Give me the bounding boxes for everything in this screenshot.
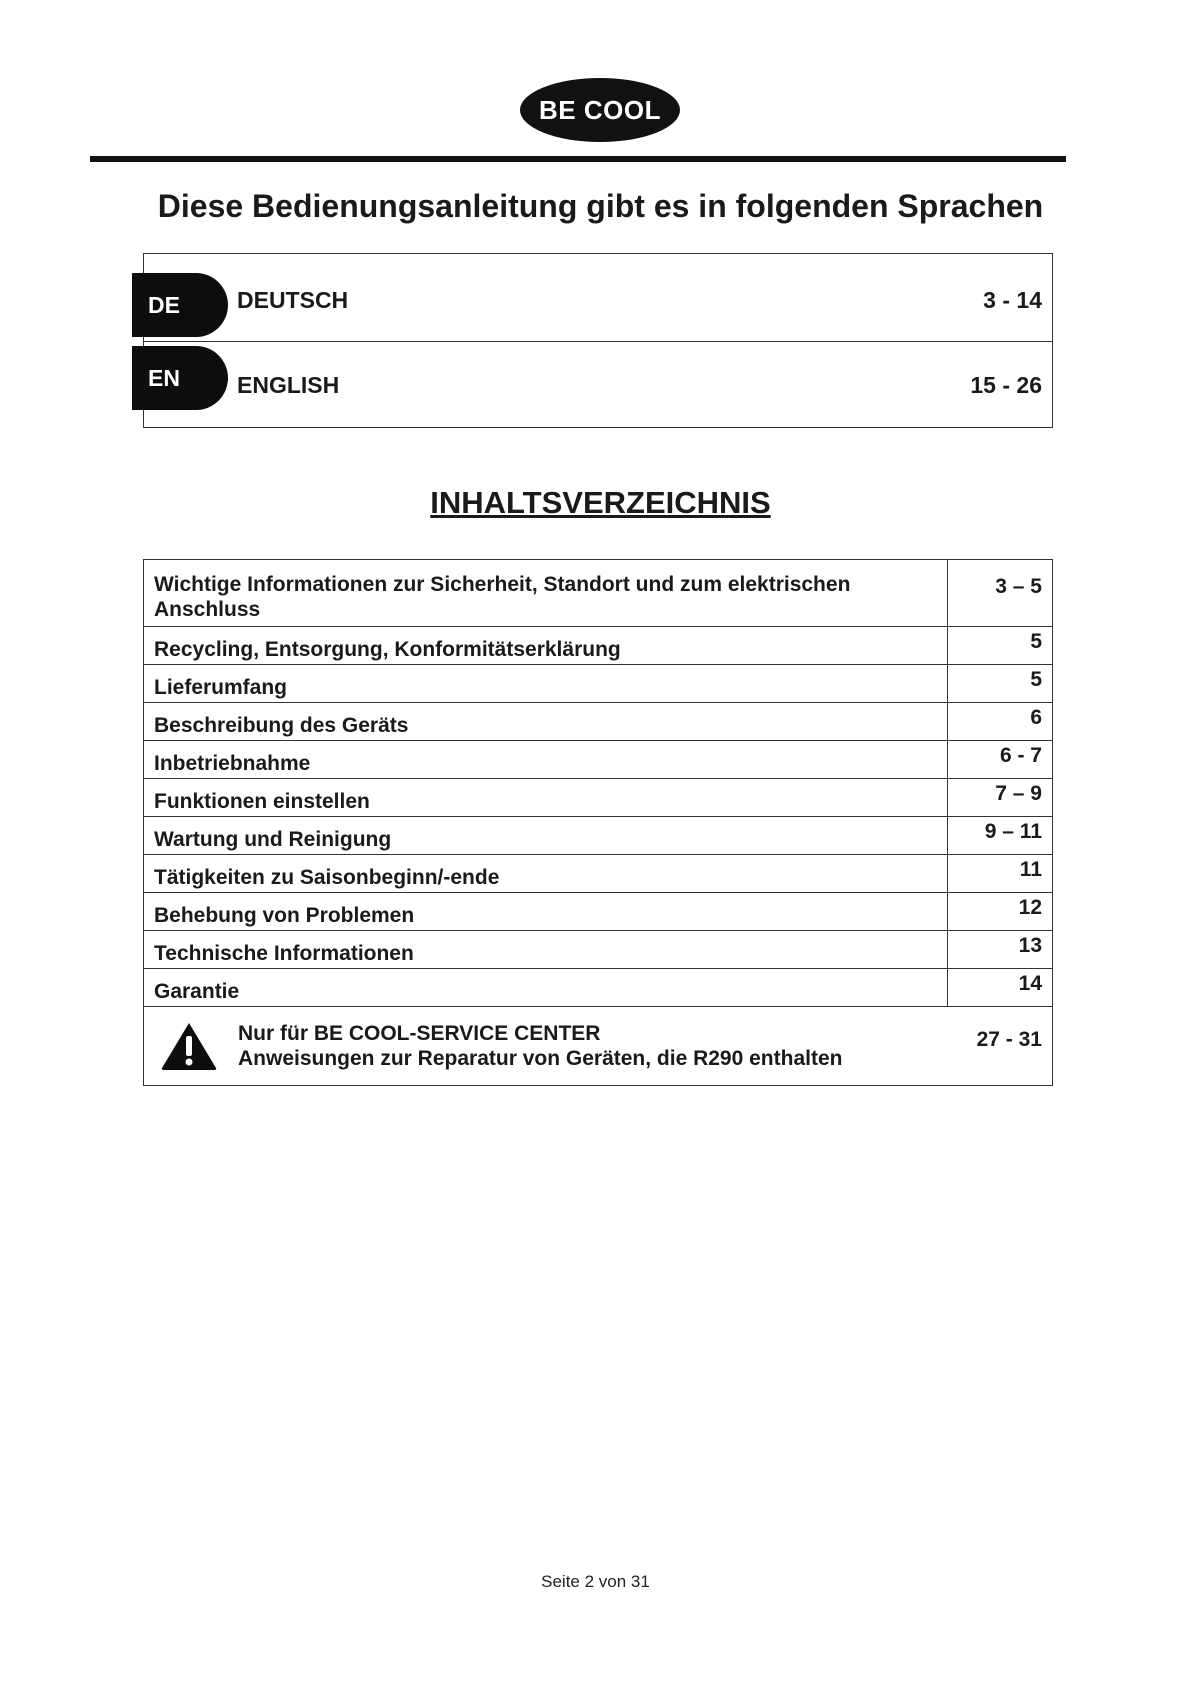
toc-row[interactable]	[144, 626, 1052, 664]
toc-entry-pages: 12	[1018, 896, 1042, 919]
toc-entry-pages: 3 – 5	[995, 575, 1042, 598]
language-pages: 15 - 26	[970, 372, 1042, 398]
toc-entry-label: Garantie	[144, 969, 948, 1006]
language-row-de[interactable]	[144, 254, 1052, 342]
toc-title: INHALTSVERZEICHNIS	[430, 485, 771, 520]
toc-entry-pages: 11	[1019, 858, 1042, 881]
service-center-entry	[144, 1007, 948, 1085]
toc-row[interactable]	[144, 560, 1052, 626]
language-code-badge: EN	[132, 346, 228, 410]
toc-entry-pages: 5	[1030, 668, 1042, 691]
toc-entry-label: Beschreibung des Geräts	[144, 703, 948, 740]
toc-entry-label: Wartung und Reinigung	[144, 817, 948, 854]
toc-entry-label: Wichtige Informationen zur Sicherheit, Standort und zum elektrischen Anschluss	[144, 560, 948, 626]
toc-row[interactable]	[144, 664, 1052, 702]
toc-entry-label: Recycling, Entsorgung, Konformitätserklärung	[144, 627, 948, 664]
toc-row[interactable]	[144, 854, 1052, 892]
service-center-title: Nur für BE COOL-SERVICE CENTER	[238, 1022, 601, 1045]
toc-entry-label: Lieferumfang	[144, 665, 948, 702]
toc-entry-pages: 5	[1030, 630, 1042, 653]
be-cool-logo	[520, 78, 680, 142]
header-rule	[90, 156, 1066, 162]
toc-row[interactable]	[144, 740, 1052, 778]
language-name: ENGLISH	[237, 372, 340, 398]
toc-entry-label: Behebung von Problemen	[144, 893, 948, 930]
service-center-pages: 27 - 31	[976, 1028, 1042, 1051]
toc-table	[143, 559, 1053, 1086]
language-code-badge: DE	[132, 273, 228, 337]
service-center-subtitle: Anweisungen zur Reparatur von Geräten, die R290 enthalten	[238, 1047, 843, 1070]
toc-entry-label: Technische Informationen	[144, 931, 948, 968]
toc-row[interactable]	[144, 702, 1052, 740]
toc-entry-label: Inbetriebnahme	[144, 741, 948, 778]
language-name: DEUTSCH	[237, 287, 349, 313]
toc-row[interactable]	[144, 930, 1052, 968]
toc-row[interactable]	[144, 968, 1052, 1006]
toc-row[interactable]	[144, 778, 1052, 816]
languages-heading: Diese Bedienungsanleitung gibt es in folgenden Sprachen	[157, 188, 1044, 224]
page-number: Seite 2 von 31	[541, 1572, 650, 1591]
toc-entry-label: Funktionen einstellen	[144, 779, 948, 816]
toc-entry-pages: 9 – 11	[984, 820, 1042, 843]
toc-entry-pages: 6	[1030, 706, 1042, 729]
toc-entry-pages: 13	[1018, 934, 1042, 957]
toc-row[interactable]	[144, 892, 1052, 930]
logo-text: BE COOL	[539, 94, 661, 125]
warning-icon	[160, 1021, 218, 1071]
languages-table	[143, 253, 1053, 428]
toc-row-service-center[interactable]	[144, 1006, 1052, 1085]
language-row-en[interactable]	[144, 342, 1052, 429]
language-pages: 3 - 14	[983, 287, 1042, 313]
toc-entry-pages: 14	[1018, 972, 1042, 995]
toc-entry-pages: 6 - 7	[999, 744, 1042, 767]
toc-entry-label: Tätigkeiten zu Saisonbeginn/-ende	[144, 855, 948, 892]
toc-entry-pages: 7 – 9	[995, 782, 1042, 805]
toc-row[interactable]	[144, 816, 1052, 854]
